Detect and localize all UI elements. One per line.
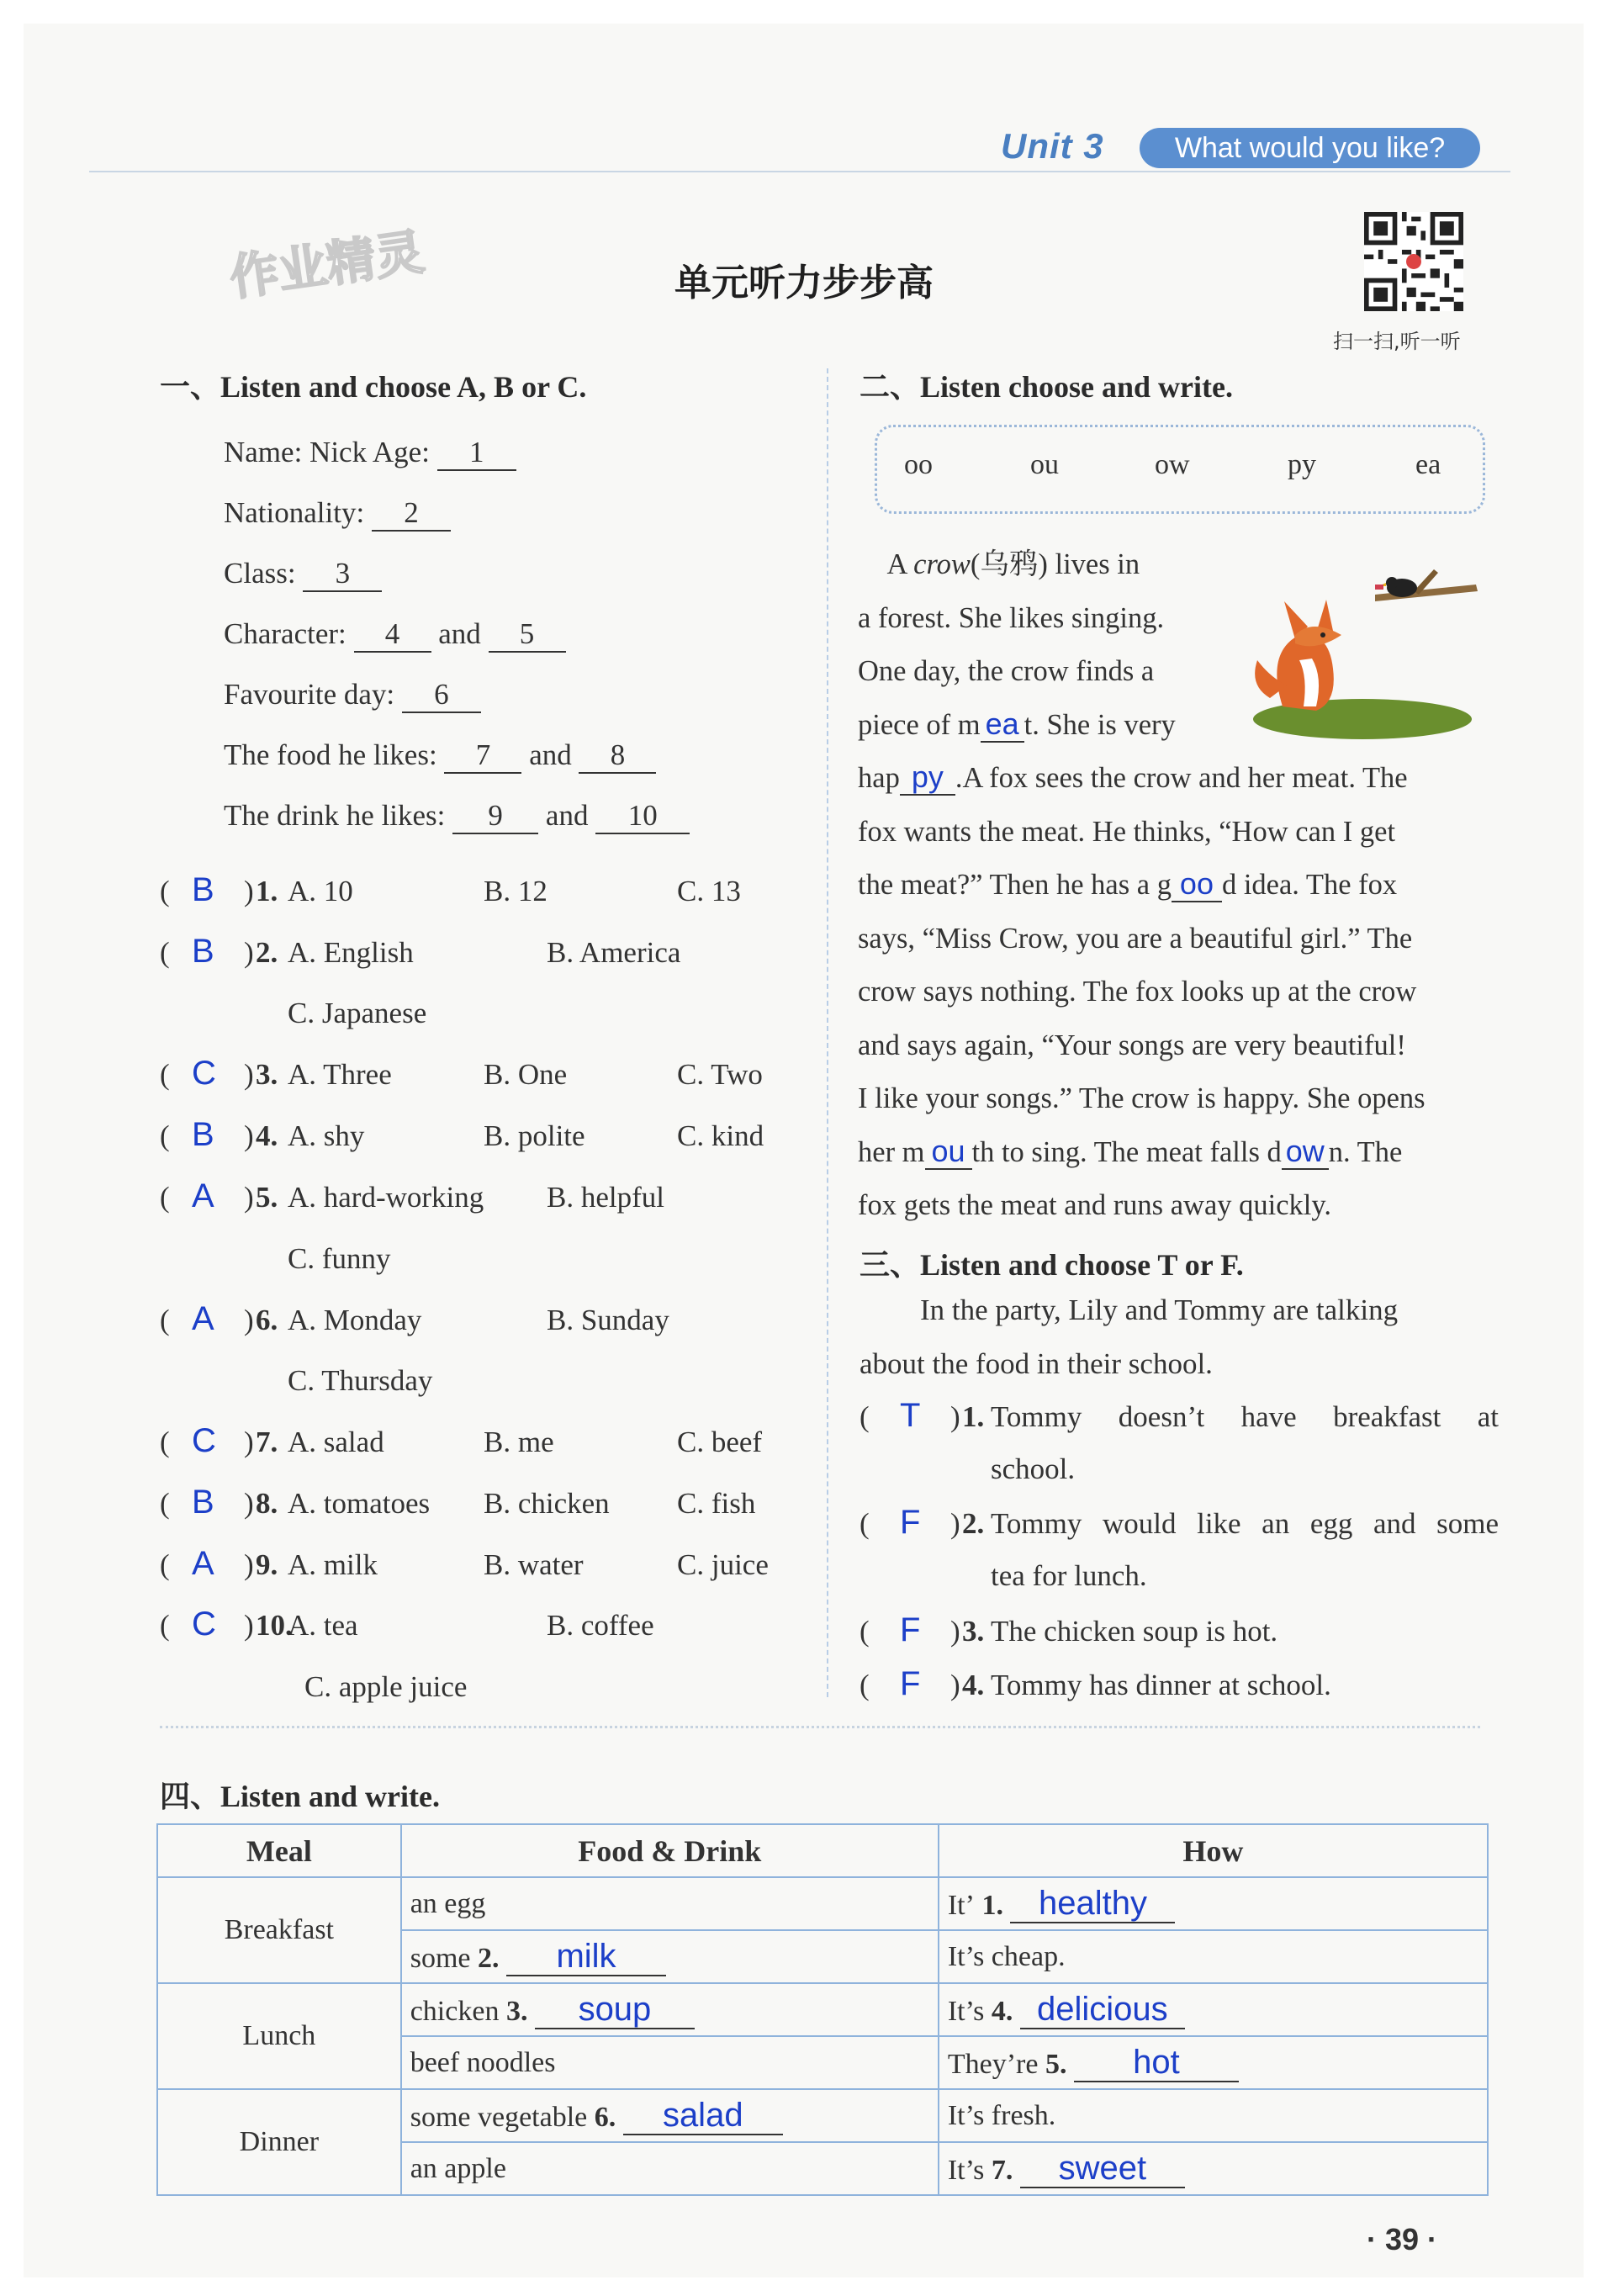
how-cell [939,1877,1488,1930]
meal-cell: Breakfast [157,1877,401,1983]
story-text: her m [858,1135,925,1168]
story-text: t. She is very [1024,708,1176,741]
blank-10: 10 [595,799,690,834]
form-label: Nationality: [224,496,365,529]
tf-answer[interactable]: T [900,1397,921,1434]
story-line: crow says nothing. The fox looks up at the crow [858,976,1417,1008]
option-b: B. water [484,1548,584,1581]
paren-close: ) [244,1058,254,1091]
option-c: C. Japanese [288,997,427,1029]
section4-heading: 四、Listen and write. [160,1780,441,1813]
form-name [224,436,516,471]
item-text: The chicken soup is hot. [991,1615,1278,1648]
blank-3: 3 [303,557,382,592]
story-line [858,1126,1499,1180]
tf-answer[interactable]: F [900,1611,921,1648]
item-number: 1. [974,1889,1011,1921]
answer-letter[interactable]: B [192,1484,214,1521]
story-answer[interactable]: py [900,760,955,796]
paren-close: ) [244,875,254,907]
option-a: A. Monday [288,1304,422,1336]
item-text: Tommy has dinner at school. [991,1669,1331,1701]
and-text: and [529,738,572,771]
question-number: 2. [256,936,278,969]
form-label: Class: [224,557,296,590]
how-text: It’ [947,1889,975,1921]
answer-letter[interactable]: C [192,1606,216,1643]
paren-open: ( [160,1119,170,1152]
item-text: Tommy would like an egg and some [991,1507,1499,1540]
and-text: and [545,799,589,832]
paren-close: ) [950,1507,960,1540]
unit-label: Unit 3 [1001,126,1104,166]
section-separator [160,1726,1480,1728]
paren-open: ( [860,1507,870,1540]
blank-4: 4 [354,617,431,653]
how-text: It’s [947,1995,985,2027]
letter-option: ea [1415,449,1441,480]
story-text: (乌鸦) lives in [970,548,1140,580]
paren-open: ( [860,1669,870,1701]
item-number: 1. [962,1400,985,1433]
answer-letter[interactable]: C [192,1422,216,1459]
question-row [160,1606,799,1651]
story-line: fox gets the meat and runs away quickly. [858,1189,1332,1221]
blank-8: 8 [579,738,656,774]
story-text: .A fox sees the crow and her meat. The [955,762,1408,794]
paren-close: ) [244,1548,254,1581]
item-number: 3. [499,1995,535,2027]
answer-letter[interactable]: A [192,1545,214,1582]
answer-letter[interactable]: A [192,1177,214,1214]
option-b: B. Sunday [547,1304,669,1336]
form-day [224,678,481,713]
how-cell [939,2036,1488,2089]
table-body [157,1877,1488,2195]
table-row [157,2089,1488,2142]
paren-open: ( [860,1615,870,1648]
story-text: A [886,548,914,580]
table-header: How [939,1824,1488,1877]
question-number: 1. [256,875,278,907]
paren-open: ( [160,1426,170,1458]
option-a: A. tomatoes [288,1487,431,1520]
how-answer[interactable]: healthy [1010,1885,1175,1923]
option-a: A. 10 [288,875,353,907]
how-cell [939,1930,1488,1983]
item-number: 7. [984,2154,1020,2186]
form-nationality [224,496,451,532]
table-header: Food & Drink [401,1824,939,1877]
how-answer[interactable]: hot [1074,2044,1239,2082]
option-c: C. 13 [677,875,741,907]
question-number: 3. [256,1058,278,1091]
answer-letter[interactable]: C [192,1055,216,1092]
meal-cell: Lunch [157,1983,401,2089]
story-line [858,859,1499,913]
paren-close: ) [244,1487,254,1520]
page-title: 单元听力步步高 [674,262,934,304]
page-number: · 39 · [1367,2222,1438,2256]
story-line: and says again, “Your songs are very beautiful! [858,1029,1406,1061]
paren-open: ( [160,1609,170,1642]
food-answer[interactable]: soup [535,1991,695,2029]
option-c: C. apple juice [304,1670,468,1703]
letter-option: ow [1155,449,1190,480]
question-number: 5. [256,1181,278,1214]
option-a: A. milk [288,1548,378,1581]
form-label: The drink he likes: [224,799,446,832]
meal-cell: Dinner [157,2089,401,2195]
table-header: Meal [157,1824,401,1877]
item-text: tea for lunch. [991,1559,1147,1592]
option-c: C. funny [288,1242,391,1275]
blank-1: 1 [437,436,516,471]
paren-close: ) [244,936,254,969]
how-cell [939,1983,1488,2036]
form-label: Character: [224,617,346,650]
option-a: A. Three [288,1058,392,1091]
paren-close: ) [244,1181,254,1214]
item-number: 6. [587,2101,623,2133]
tf-answer[interactable]: F [900,1665,921,1702]
story-line: I like your songs.” The crow is happy. She opens [858,1082,1426,1114]
story-line [858,752,1499,806]
food-cell [401,1983,939,2036]
paren-close: ) [244,1426,254,1458]
food-text: some [410,1942,471,1974]
story-passage [858,538,1499,1233]
paren-open: ( [160,1304,170,1336]
how-answer[interactable]: sweet [1020,2150,1185,2188]
food-cell [401,2089,939,2142]
food-text: some vegetable [410,2101,588,2133]
item-number: 4. [984,1995,1020,2027]
paren-open: ( [160,1487,170,1520]
blank-9: 9 [452,799,538,834]
how-text: It’s fresh. [947,2099,1056,2131]
option-b: B. chicken [484,1487,610,1520]
answer-letter[interactable]: B [192,1116,214,1153]
blank-2: 2 [372,496,451,532]
option-c: C. fish [677,1487,756,1520]
option-a: A. salad [288,1426,384,1458]
option-c: C. beef [677,1426,763,1458]
how-text: It’s [947,2154,985,2186]
story-line [858,538,1228,592]
story-answer[interactable]: ea [981,707,1024,743]
question-row [160,1055,799,1100]
option-b: B. 12 [484,875,547,907]
story-line: fox wants the meat. He thinks, “How can I get [858,815,1396,848]
form-food [224,738,656,774]
option-c: C. juice [677,1548,769,1581]
question-row [160,1484,799,1529]
question-number: 8. [256,1487,278,1520]
story-line: a forest. She likes singing. [858,601,1165,634]
blank-7: 7 [444,738,521,774]
how-cell [939,2142,1488,2195]
answer-letter[interactable]: B [192,933,214,970]
option-a: A. hard-working [288,1181,484,1214]
story-answer[interactable]: oo [1172,867,1222,902]
letter-option: ou [1030,449,1059,480]
how-answer[interactable]: delicious [1020,1991,1185,2029]
story-line: One day, the crow finds a [858,655,1155,687]
question-row [160,1422,799,1468]
option-c: C. kind [677,1119,764,1152]
story-text: the meat?” Then he has a g [858,869,1172,901]
option-b: B. America [547,936,681,969]
food-cell [401,2036,939,2089]
food-cell [401,2142,939,2195]
story-line [858,699,1499,753]
paren-close: ) [950,1615,960,1648]
how-text: They’re [947,2048,1039,2080]
table-header-row [157,1824,1488,1877]
watermark-logo: 作业精灵 [226,223,428,307]
blank-5: 5 [489,617,566,653]
item-number: 2. [470,1942,506,1974]
question-row [160,1300,799,1346]
unit-title-pill: What would you like? [1140,128,1480,168]
how-cell [939,2089,1488,2142]
paren-close: ) [244,1609,254,1642]
question-row [160,1545,799,1590]
question-row [160,933,799,978]
answer-letter[interactable]: B [192,871,214,908]
food-answer[interactable]: salad [623,2097,783,2135]
letter-option: py [1288,449,1316,480]
story-line: says, “Miss Crow, you are a beautiful girl.” The [858,922,1413,955]
and-text: and [438,617,481,650]
item-text: Tommy doesn’t have breakfast at [991,1400,1499,1433]
food-cell [401,1930,939,1983]
option-a: A. shy [288,1119,365,1152]
tf-answer[interactable]: F [900,1504,921,1541]
food-text: an apple [410,2152,506,2184]
header-rule [89,171,1510,172]
story-answer[interactable]: ou [925,1135,972,1170]
story-text: th to sing. The meat falls d [971,1135,1282,1168]
letter-option: oo [904,449,933,480]
paren-close: ) [244,1119,254,1152]
option-b: B. me [484,1426,554,1458]
question-number: 7. [256,1426,278,1458]
question-number: 4. [256,1119,278,1152]
listen-table [156,1823,1489,2196]
option-a: A. English [288,936,414,969]
question-row [160,1177,799,1223]
paren-open: ( [160,875,170,907]
option-c: C. Thursday [288,1364,433,1397]
blank-6: 6 [402,678,481,713]
item-number: 2. [962,1507,985,1540]
form-label: Name: Nick Age: [224,436,430,468]
question-number: 10. [256,1609,293,1642]
question-number: 9. [256,1548,278,1581]
item-number: 4. [962,1669,985,1701]
story-text: hap [858,762,900,794]
question-row [160,871,799,917]
food-text: chicken [410,1995,500,2027]
item-text: school. [991,1452,1076,1485]
story-text: piece of m [858,708,981,741]
story-answer[interactable]: ow [1282,1135,1329,1170]
option-b: B. helpful [547,1181,664,1214]
question-row [160,1116,799,1161]
option-c: C. Two [677,1058,763,1091]
paren-open: ( [160,936,170,969]
food-text: beef noodles [410,2046,556,2078]
question-number: 6. [256,1304,278,1336]
item-number: 5. [1038,2048,1074,2080]
option-a: A. tea [288,1609,358,1642]
paren-close: ) [950,1669,960,1701]
form-label: Favourite day: [224,678,395,711]
section3-intro: about the food in their school. [860,1347,1213,1380]
option-b: B. coffee [547,1609,654,1642]
option-b: B. One [484,1058,568,1091]
story-text: crow [913,548,971,580]
story-text: n. The [1328,1135,1403,1168]
paren-open: ( [860,1400,870,1433]
form-label: The food he likes: [224,738,437,771]
paren-open: ( [160,1181,170,1214]
letter-box [875,425,1485,514]
qr-caption: 扫一扫,听一听 [1333,330,1461,353]
food-answer[interactable]: milk [506,1938,666,1976]
qr-code-icon[interactable] [1364,212,1463,311]
story-text: d idea. The fox [1221,869,1398,901]
table-row [157,1877,1488,1930]
how-text: It’s cheap. [947,1940,1066,1972]
food-text: an egg [410,1887,486,1919]
section3-heading: 三、Listen and choose T or F. [860,1248,1244,1282]
table-row [157,1983,1488,2036]
section1-heading: 一、Listen and choose A, B or C. [160,370,587,404]
form-character [224,617,566,653]
option-b: B. polite [484,1119,585,1152]
food-cell [401,1877,939,1930]
paren-close: ) [950,1400,960,1433]
form-class [224,557,382,592]
section3-intro: In the party, Lily and Tommy are talking [920,1293,1399,1326]
paren-close: ) [244,1304,254,1336]
column-divider [827,368,828,1697]
item-number: 3. [962,1615,985,1648]
paren-open: ( [160,1548,170,1581]
answer-letter[interactable]: A [192,1300,214,1337]
section2-heading: 二、Listen choose and write. [860,370,1233,404]
form-drink [224,799,690,834]
paren-open: ( [160,1058,170,1091]
